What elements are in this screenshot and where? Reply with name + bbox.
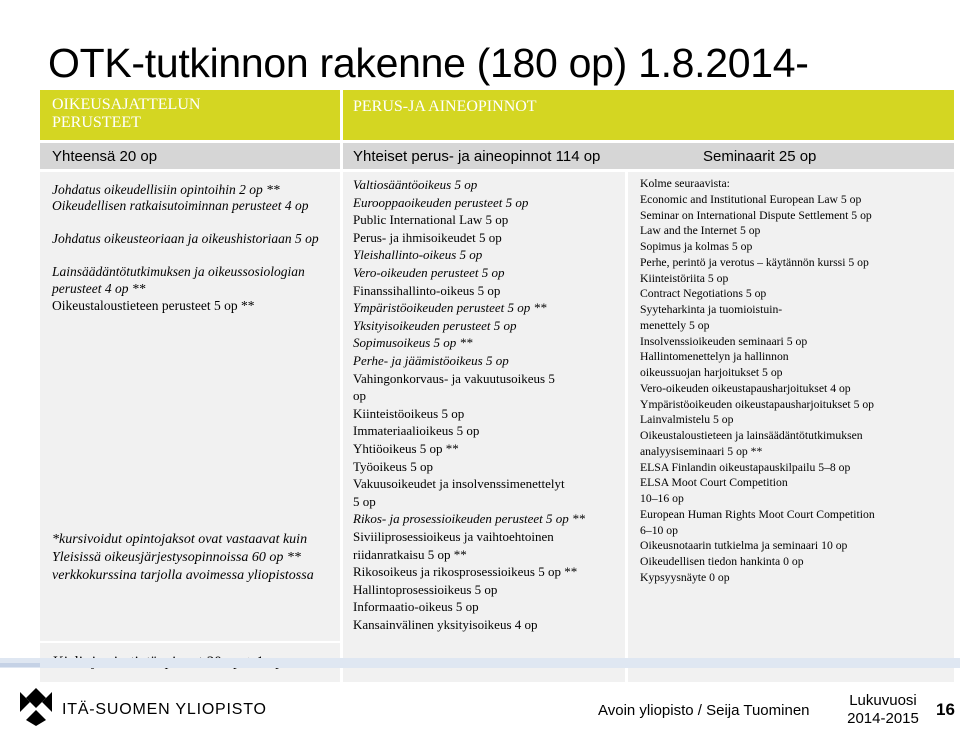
footer-author: Avoin yliopisto / Seija Tuominen bbox=[598, 702, 810, 719]
course-item: Rikosoikeus ja rikosprosessioikeus 5 op ** bbox=[353, 564, 578, 580]
course-item: Johdatus oikeudellisiin opintoihin 2 op ** bbox=[52, 182, 280, 197]
course-item: Hallintoprosessioikeus 5 op bbox=[353, 581, 498, 597]
seminar-item: 10–16 op bbox=[640, 492, 684, 505]
seminars-column bbox=[628, 172, 954, 682]
footer-divider bbox=[0, 658, 960, 668]
academic-year bbox=[838, 692, 928, 728]
course-item: Yhtiöoikeus 5 op ** bbox=[353, 441, 459, 456]
course-item: Kiinteistöoikeus 5 op bbox=[353, 405, 465, 421]
course-item: Public International Law 5 op bbox=[353, 212, 509, 228]
seminar-item: Kypsyysnäyte 0 op bbox=[640, 570, 730, 584]
basics-column bbox=[40, 172, 340, 641]
course-item: Ympäristöoikeuden perusteet 5 op ** bbox=[353, 300, 547, 316]
seminar-item: 6–10 op bbox=[640, 523, 678, 537]
header-basics-label: OIKEUSAJATTELUN PERUSTEET bbox=[52, 96, 201, 131]
seminar-item: Lainvalmistelu 5 op bbox=[640, 413, 734, 427]
course-item: Vahingonkorvaus- ja vakuutusoikeus 5 bbox=[353, 370, 555, 386]
total-basics: Yhteensä 20 op bbox=[52, 148, 158, 165]
course-item: Perhe- ja jäämistöoikeus 5 op bbox=[353, 353, 509, 368]
course-item: Yleishallinto-oikeus 5 op bbox=[353, 247, 483, 263]
page-title: OTK-tutkinnon rakenne (180 op) 1.8.2014- bbox=[48, 40, 809, 86]
seminar-item: Law and the Internet 5 op bbox=[640, 224, 761, 238]
course-item: Eurooppaoikeuden perusteet 5 op bbox=[353, 194, 529, 210]
seminar-item: ELSA Moot Court Competition bbox=[640, 476, 788, 490]
seminar-item: Oikeusnotaarin tutkielma ja seminaari 10 op bbox=[640, 539, 848, 553]
course-item: Immateriaalioikeus 5 op bbox=[353, 423, 480, 439]
total-seminars: Seminaarit 25 op bbox=[703, 148, 817, 165]
seminar-item: Kiinteistöriita 5 op bbox=[640, 271, 729, 285]
course-item: Oikeudellisen ratkaisutoiminnan perusteet 4 op bbox=[52, 198, 309, 213]
seminar-item: Perhe, perintö ja verotus – käytännön kurssi 5 op bbox=[640, 255, 869, 269]
header-core-studies-label: PERUS-JA AINEOPINNOT bbox=[353, 98, 537, 115]
seminar-item: Seminar on International Dispute Settlement 5 op bbox=[640, 208, 872, 222]
course-item: Perus- ja ihmisoikeudet 5 op bbox=[353, 229, 502, 245]
course-item: Kansainvälinen yksityisoikeus 4 op bbox=[353, 617, 538, 632]
course-item: Informaatio-oikeus 5 op bbox=[353, 599, 479, 615]
year-value: 2014-2015 bbox=[847, 710, 919, 727]
course-item: Valtiosääntöoikeus 5 op bbox=[353, 177, 478, 192]
footnote: *kursivoidut opintojaksot ovat vastaavat kuin Yleisissä oikeusjärjestysopinnoissa 60 op ** verkkokurssina tarjolla avoimessa yliopistossa bbox=[52, 532, 314, 583]
seminar-item: Economic and Institutional European Law 5 op bbox=[640, 192, 862, 206]
seminar-item: Ympäristöoikeuden oikeustapausharjoitukset 5 op bbox=[640, 397, 875, 411]
year-label: Lukuvuosi bbox=[849, 692, 917, 709]
page-number: 16 bbox=[936, 700, 955, 719]
seminar-item: oikeussuojan harjoitukset 5 op bbox=[640, 366, 783, 379]
seminar-item: analyysiseminaari 5 op ** bbox=[640, 444, 763, 458]
course-item: Sopimusoikeus 5 op ** bbox=[353, 335, 473, 351]
course-item: Oikeustaloustieteen perusteet 5 op ** bbox=[52, 298, 255, 313]
course-item: Vakuusoikeudet ja insolvenssimenettelyt bbox=[353, 476, 565, 492]
header-basics bbox=[40, 90, 340, 140]
header-core-studies bbox=[343, 90, 954, 140]
total-core: Yhteiset perus- ja aineopinnot 114 op bbox=[353, 148, 601, 165]
course-item: Vero-oikeuden perusteet 5 op bbox=[353, 265, 505, 280]
seminar-item: European Human Rights Moot Court Competition bbox=[640, 507, 875, 521]
seminar-item: Vero-oikeuden oikeustapausharjoitukset 4 op bbox=[640, 381, 851, 395]
university-name: ITÄ-SUOMEN YLIOPISTO bbox=[62, 701, 267, 718]
seminar-item: Hallintomenettelyn ja hallinnon bbox=[640, 350, 789, 364]
seminar-item: Oikeudellisen tiedon hankinta 0 op bbox=[640, 555, 804, 568]
course-item: Lainsäädäntötutkimuksen ja oikeussosiologian perusteet 4 op ** bbox=[52, 264, 305, 296]
course-item: Yksityisoikeuden perusteet 5 op bbox=[353, 317, 517, 333]
seminar-item: ELSA Finlandin oikeustapauskilpailu 5–8 op bbox=[640, 460, 851, 474]
course-item: riidanratkaisu 5 op ** bbox=[353, 546, 467, 562]
seminar-item: Contract Negotiations 5 op bbox=[640, 287, 767, 301]
course-item: Työoikeus 5 op bbox=[353, 458, 433, 474]
totals-core bbox=[343, 143, 954, 169]
seminar-item: Oikeustaloustieteen ja lainsäädäntötutkimuksen bbox=[640, 429, 863, 442]
course-item: Siviiliprosessioikeus ja vaihtoehtoinen bbox=[353, 529, 554, 544]
totals-basics bbox=[40, 143, 340, 169]
course-item: Johdatus oikeusteoriaan ja oikeushistoriaan 5 op bbox=[52, 231, 319, 246]
seminar-item: Insolvenssioikeuden seminaari 5 op bbox=[640, 334, 808, 348]
course-item: op bbox=[353, 388, 366, 404]
university-logo-icon bbox=[16, 686, 56, 731]
course-item: 5 op bbox=[353, 493, 376, 509]
seminar-item: menettely 5 op bbox=[640, 318, 710, 332]
seminar-item: Syyteharkinta ja tuomioistuin- bbox=[640, 303, 783, 316]
seminars-intro: Kolme seuraavista: bbox=[640, 177, 730, 190]
course-item: Rikos- ja prosessioikeuden perusteet 5 op ** bbox=[353, 511, 586, 527]
seminar-item: Sopimus ja kolmas 5 op bbox=[640, 240, 753, 253]
course-item: Finanssihallinto-oikeus 5 op bbox=[353, 282, 501, 298]
footer-divider-accent bbox=[0, 663, 40, 667]
core-courses-column bbox=[343, 172, 625, 682]
